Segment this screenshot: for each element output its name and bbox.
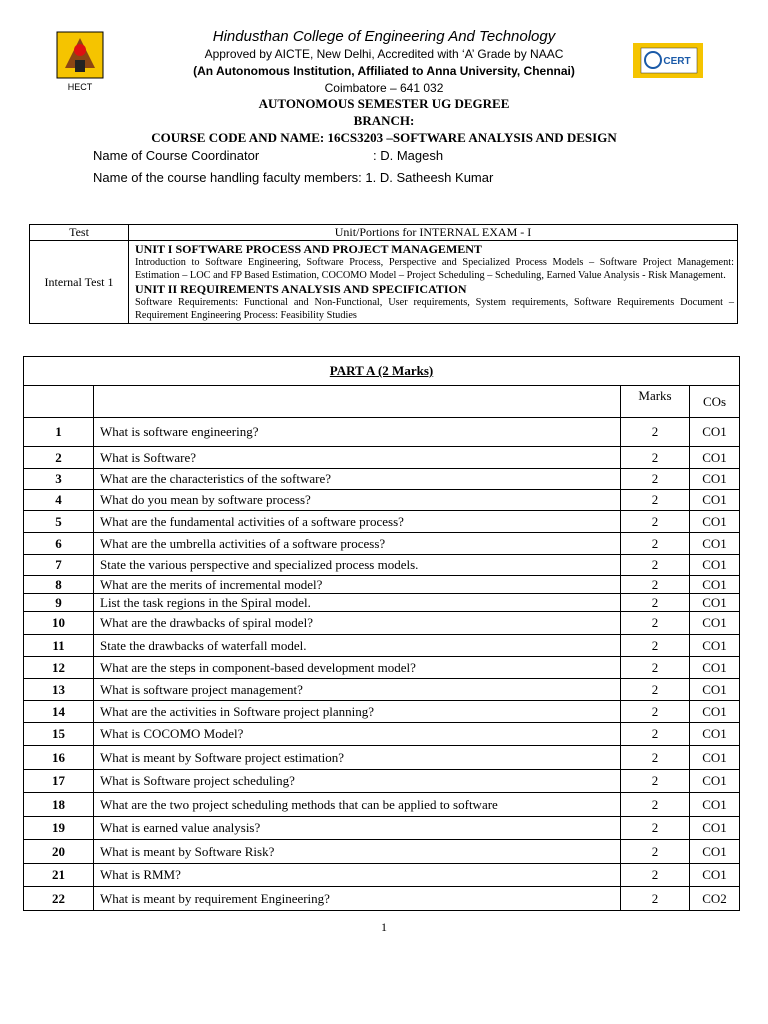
question-number: 6: [24, 533, 94, 555]
cos-column-header: COs: [690, 386, 740, 418]
question-number: 12: [24, 657, 94, 679]
question-number: 10: [24, 612, 94, 635]
question-row: [24, 490, 740, 511]
question-co: CO1: [690, 576, 740, 594]
part-a-column-row: [24, 386, 740, 418]
question-co: CO1: [690, 612, 740, 635]
exam-title: AUTONOMOUS SEMESTER UG DEGREE: [258, 96, 510, 111]
blank-cell: [24, 386, 94, 418]
test-column-header: Test: [30, 225, 129, 241]
question-row: [24, 840, 740, 864]
question-number: 15: [24, 723, 94, 746]
question-number: 14: [24, 701, 94, 723]
question-marks: 2: [621, 679, 690, 701]
question-text: What are the drawbacks of spiral model?: [94, 612, 621, 635]
question-number: 21: [24, 864, 94, 887]
question-marks: 2: [621, 533, 690, 555]
question-marks: 2: [621, 555, 690, 576]
syllabus-table: [29, 224, 738, 324]
question-co: CO1: [690, 555, 740, 576]
question-number: 18: [24, 793, 94, 817]
approval-line: Approved by AICTE, New Delhi, Accredited with ‘A’ Grade by NAAC: [204, 47, 564, 61]
question-row: [24, 612, 740, 635]
question-row: [24, 469, 740, 490]
question-row: [24, 511, 740, 533]
question-number: 2: [24, 447, 94, 469]
question-number: 13: [24, 679, 94, 701]
page-number: 1: [381, 920, 387, 934]
question-row: [24, 447, 740, 469]
question-text: What are the activities in Software project planning?: [94, 701, 621, 723]
question-marks: 2: [621, 723, 690, 746]
question-text: What is Software project scheduling?: [94, 770, 621, 793]
question-number: 19: [24, 817, 94, 840]
question-marks: 2: [621, 657, 690, 679]
question-number: 16: [24, 746, 94, 770]
svg-text:HECT: HECT: [67, 82, 93, 92]
question-co: CO1: [690, 533, 740, 555]
question-row: [24, 864, 740, 887]
unit1-title: UNIT I SOFTWARE PROCESS AND PROJECT MANAGEMENT: [135, 242, 482, 256]
part-a-heading: PART A (2 Marks): [24, 357, 740, 386]
syllabus-header-row: [30, 225, 738, 241]
part-a-table: [23, 356, 740, 911]
question-co: CO1: [690, 723, 740, 746]
question-co: CO1: [690, 793, 740, 817]
question-text: What are the two project scheduling methods that can be applied to software: [94, 793, 621, 817]
portions-column-header: Unit/Portions for INTERNAL EXAM - I: [129, 225, 738, 241]
question-co: CO1: [690, 511, 740, 533]
unit2-text: Software Requirements: Functional and Non-Functional, User requirements, System requirements, Software Requirements Document – Requirement Engineering Process: Feasibility Studies: [135, 297, 734, 321]
question-marks: 2: [621, 576, 690, 594]
question-marks: 2: [621, 594, 690, 612]
unit1-text: Introduction to Software Engineering, Software Process, Perspective and Specialized Process Models – Software Project Management: Estimation – LOC and FP Based Estimation, COCOMO Model – Project Scheduling – Scheduling, Earned Value Analysis - Risk Management.: [135, 257, 734, 281]
question-co: CO1: [690, 701, 740, 723]
part-a-heading-row: [24, 357, 740, 386]
question-text: What is earned value analysis?: [94, 817, 621, 840]
question-number: 20: [24, 840, 94, 864]
question-text: What are the fundamental activities of a software process?: [94, 511, 621, 533]
coordinator-label: Name of Course Coordinator: [93, 148, 260, 163]
blank-cell: [94, 386, 621, 418]
question-marks: 2: [621, 887, 690, 911]
question-marks: 2: [621, 840, 690, 864]
question-co: CO1: [690, 817, 740, 840]
question-co: CO2: [690, 887, 740, 911]
question-co: CO1: [690, 490, 740, 511]
question-number: 7: [24, 555, 94, 576]
question-marks: 2: [621, 793, 690, 817]
autonomous-line: (An Autonomous Institution, Affiliated to Anna University, Chennai): [193, 64, 575, 78]
question-number: 5: [24, 511, 94, 533]
question-number: 1: [24, 418, 94, 447]
question-marks: 2: [621, 447, 690, 469]
question-number: 11: [24, 635, 94, 657]
question-row: [24, 594, 740, 612]
question-marks: 2: [621, 469, 690, 490]
question-number: 17: [24, 770, 94, 793]
question-row: [24, 679, 740, 701]
question-row: [24, 770, 740, 793]
question-co: CO1: [690, 840, 740, 864]
question-marks: 2: [621, 817, 690, 840]
question-list: [24, 418, 740, 911]
question-row: [24, 701, 740, 723]
question-row: [24, 887, 740, 911]
question-number: 8: [24, 576, 94, 594]
question-text: What is RMM?: [94, 864, 621, 887]
question-text: What are the characteristics of the software?: [94, 469, 621, 490]
question-row: [24, 576, 740, 594]
question-text: What is meant by Software project estimation?: [94, 746, 621, 770]
question-text: List the task regions in the Spiral model.: [94, 594, 621, 612]
question-text: What are the steps in component-based development model?: [94, 657, 621, 679]
question-row: [24, 793, 740, 817]
question-row: [24, 817, 740, 840]
faculty-line: Name of the course handling faculty members: 1. D. Satheesh Kumar: [93, 170, 494, 185]
question-co: CO1: [690, 864, 740, 887]
question-marks: 2: [621, 701, 690, 723]
question-co: CO1: [690, 594, 740, 612]
question-co: CO1: [690, 679, 740, 701]
question-text: What do you mean by software process?: [94, 490, 621, 511]
question-text: What is software project management?: [94, 679, 621, 701]
question-row: [24, 418, 740, 447]
question-marks: 2: [621, 635, 690, 657]
marks-column-header: Marks: [621, 386, 690, 418]
question-text: State the various perspective and specialized process models.: [94, 555, 621, 576]
question-co: CO1: [690, 746, 740, 770]
question-marks: 2: [621, 490, 690, 511]
question-row: [24, 723, 740, 746]
question-row: [24, 555, 740, 576]
question-co: CO1: [690, 770, 740, 793]
portions-cell: [129, 241, 738, 324]
coordinator-value: : D. Magesh: [373, 148, 444, 163]
question-co: CO1: [690, 447, 740, 469]
question-text: What is Software?: [94, 447, 621, 469]
question-co: CO1: [690, 469, 740, 490]
question-text: What is COCOMO Model?: [94, 723, 621, 746]
question-number: 4: [24, 490, 94, 511]
question-marks: 2: [621, 864, 690, 887]
question-marks: 2: [621, 770, 690, 793]
question-row: [24, 746, 740, 770]
course-line: COURSE CODE AND NAME: 16CS3203 –SOFTWARE ANALYSIS AND DESIGN: [151, 130, 617, 145]
test-name: Internal Test 1: [30, 241, 129, 324]
unit2-title: UNIT II REQUIREMENTS ANALYSIS AND SPECIFICATION: [135, 282, 467, 296]
city-line: Coimbatore – 641 032: [324, 81, 444, 95]
college-name: Hindusthan College of Engineering And Technology: [212, 28, 556, 45]
question-marks: 2: [621, 746, 690, 770]
question-row: [24, 657, 740, 679]
question-text: What is software engineering?: [94, 418, 621, 447]
question-text: What is meant by Software Risk?: [94, 840, 621, 864]
svg-text:CERT: CERT: [663, 56, 691, 67]
question-co: CO1: [690, 635, 740, 657]
question-row: [24, 635, 740, 657]
syllabus-row: [30, 241, 738, 324]
question-number: 3: [24, 469, 94, 490]
question-co: CO1: [690, 657, 740, 679]
question-co: CO1: [690, 418, 740, 447]
question-marks: 2: [621, 612, 690, 635]
question-text: What is meant by requirement Engineering?: [94, 887, 621, 911]
question-row: [24, 533, 740, 555]
question-text: State the drawbacks of waterfall model.: [94, 635, 621, 657]
question-text: What are the umbrella activities of a software process?: [94, 533, 621, 555]
question-number: 9: [24, 594, 94, 612]
question-number: 22: [24, 887, 94, 911]
question-marks: 2: [621, 511, 690, 533]
question-marks: 2: [621, 418, 690, 447]
branch-line: BRANCH:: [353, 113, 415, 128]
question-text: What are the merits of incremental model?: [94, 576, 621, 594]
